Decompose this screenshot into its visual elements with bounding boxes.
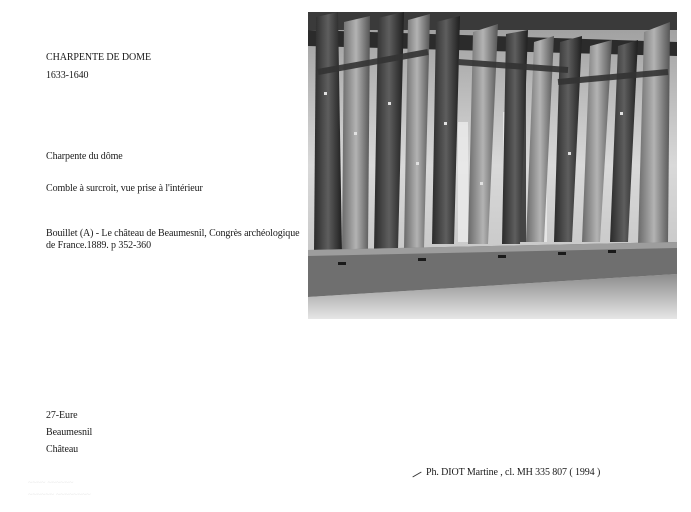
- archive-photograph: [308, 12, 677, 319]
- record-description: Comble à surcroit, vue prise à l'intérieur: [46, 183, 203, 194]
- record-subject: Charpente du dôme: [46, 151, 123, 162]
- photo-credit: Ph. DIOT Martine , cl. MH 335 807 ( 1994 ): [426, 467, 601, 478]
- faint-bleed-text-2: ~~~~~~ ~~~~~~~~: [28, 490, 91, 499]
- record-commune: Beaumesnil: [46, 427, 93, 438]
- record-dates: 1633-1640: [46, 70, 89, 81]
- record-bibliography: Bouillet (A) - Le château de Beaumesnil, Congrès archéologique de France.1889. p 352-360: [46, 228, 300, 251]
- record-title: CHARPENTE DE DOME: [46, 52, 151, 63]
- faint-bleed-text-1: ~~~~ ~~~~~~: [28, 478, 74, 487]
- credit-tick: [412, 472, 421, 478]
- record-department: 27-Eure: [46, 410, 78, 421]
- record-building: Château: [46, 444, 79, 455]
